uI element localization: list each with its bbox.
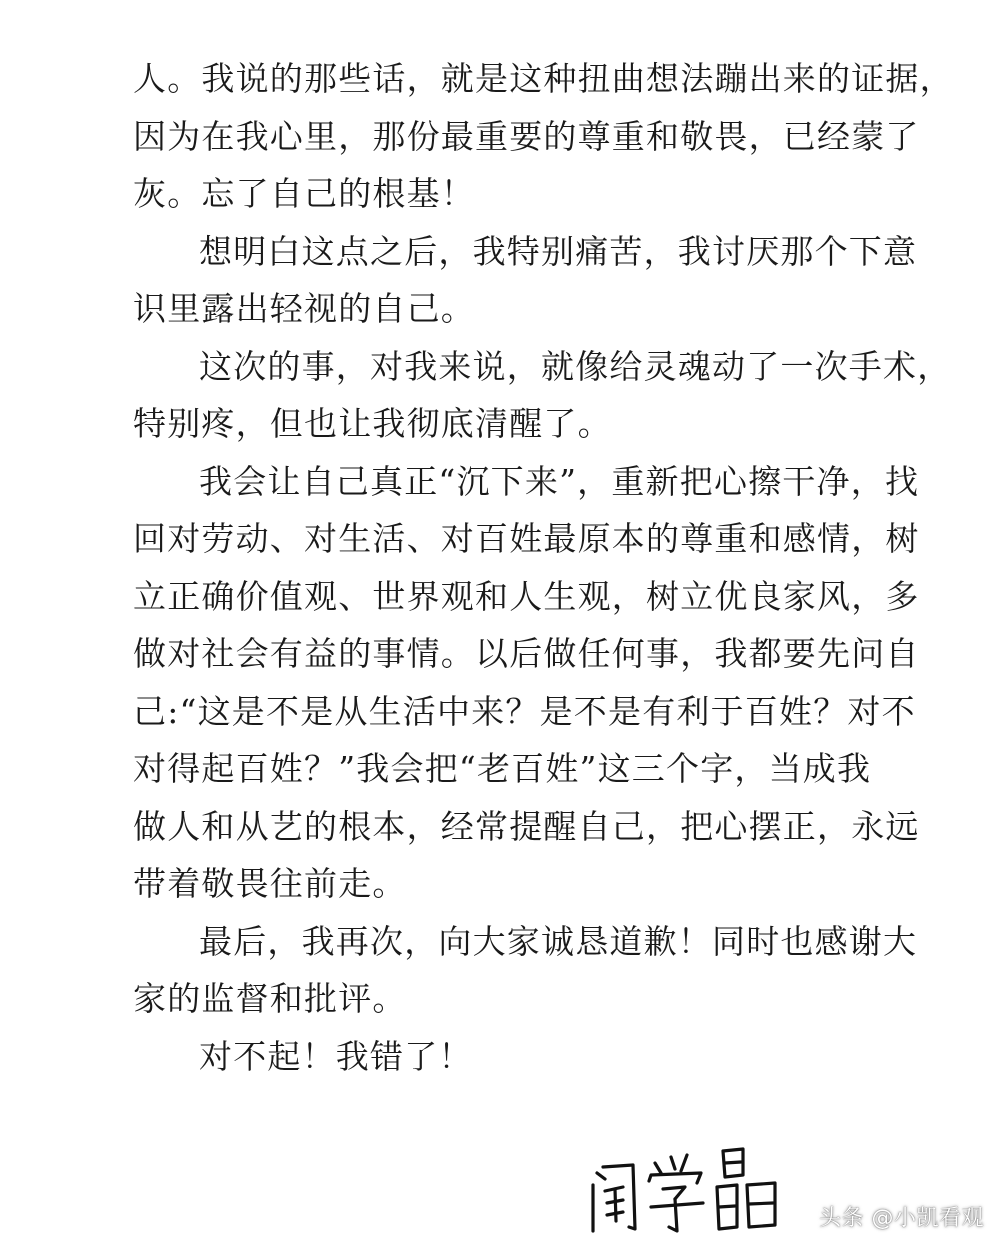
text-line: 这次的事，对我来说，就像给灵魂动了一次手术， xyxy=(199,346,952,386)
text-line: 我会让自己真正“沉下来”，重新把心擦干净，找 xyxy=(199,461,920,501)
paragraph xyxy=(133,338,952,453)
text-line: 做对社会有益的事情。以后做任何事，我都要先问自 xyxy=(133,634,920,673)
paragraph xyxy=(133,453,920,913)
text-line: 识里露出轻视的自己。 xyxy=(133,289,475,328)
paragraph xyxy=(133,50,954,223)
text-line: 因为在我心里，那份最重要的尊重和敬畏，已经蒙了 xyxy=(133,116,920,156)
paragraph xyxy=(133,223,918,338)
paragraph xyxy=(133,1028,893,1086)
text-line: 己:“这是不是从生活中来？是不是有利于百姓？对不 xyxy=(133,691,916,731)
text-line: 立正确价值观、世界观和人生观，树立优良家风，多 xyxy=(133,576,920,616)
text-line: 回对劳动、对生活、对百姓最原本的尊重和感情，树 xyxy=(133,519,920,558)
text-line: 灰。忘了自己的根基！ xyxy=(133,174,475,213)
paragraph xyxy=(133,913,918,1028)
text-line: 家的监督和批评。 xyxy=(133,979,407,1018)
watermark: 头条 @小凯看观 xyxy=(819,1206,984,1231)
text-line: 带着敬畏往前走。 xyxy=(133,864,407,903)
text-line: 做人和从艺的根本，经常提醒自己，把心摆正，永远 xyxy=(133,806,920,846)
handwritten-signature xyxy=(583,1143,793,1238)
text-line: 人。我说的那些话，就是这种扭曲想法蹦出来的证据， xyxy=(133,59,954,98)
text-line: 对得起百姓？”我会把“老百姓”这三个字，当成我 xyxy=(133,749,872,788)
text-line: 对不起！我错了！ xyxy=(199,1036,473,1076)
text-line: 想明白这点之后，我特别痛苦，我讨厌那个下意 xyxy=(199,231,918,271)
letter-body xyxy=(133,50,954,1085)
text-line: 特别疼，但也让我彻底清醒了。 xyxy=(133,404,612,443)
text-line: 最后，我再次，向大家诚恳道歉！同时也感谢大 xyxy=(199,921,918,961)
